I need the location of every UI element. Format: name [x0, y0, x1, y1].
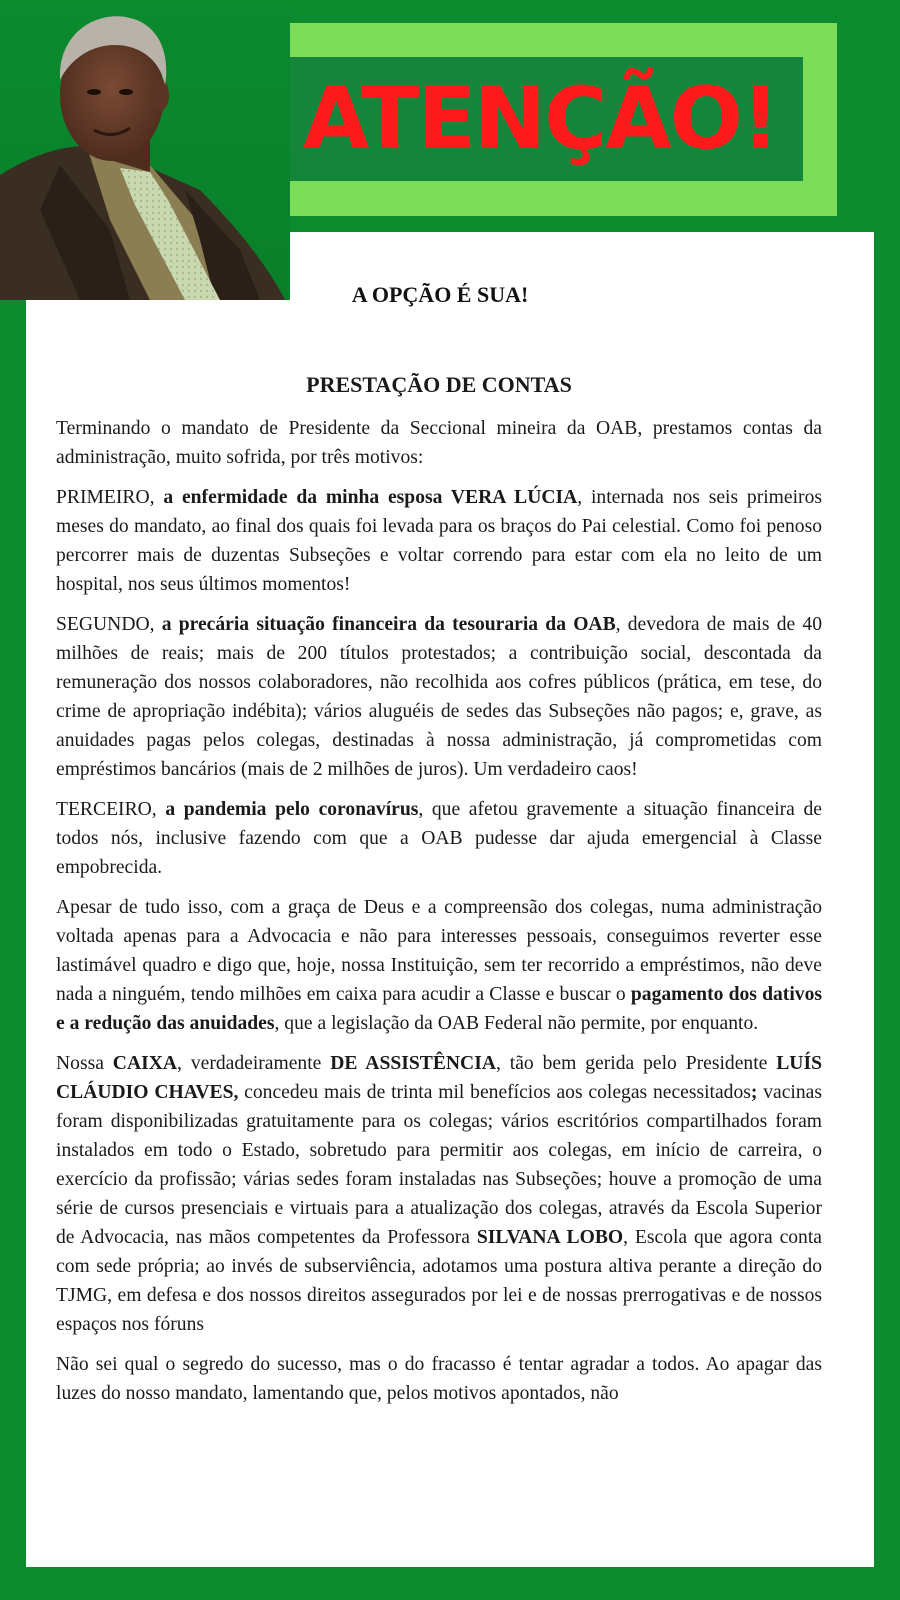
bold-text: DE ASSISTÊNCIA: [330, 1053, 496, 1074]
article-paragraph: [56, 483, 822, 599]
bold-text: a enfermidade da minha esposa VERA LÚCIA: [163, 487, 578, 508]
article-paragraph: [56, 1049, 822, 1339]
portrait-photo-icon: [0, 0, 290, 300]
paragraph-text: vacinas foram disponibilizadas gratuitamente para os colegas; vários escritórios compartilhados foram instalados em todo o Estado, sobretudo para permitir aos colegas, em início de carreira, o exercício da profissão; várias sedes foram instaladas nas Subseções; houve a promoção de uma série de cursos presenciais e virtuais para a atualização dos colegas, através da Escola Superior de Advocacia, nas mãos competentes da Professora: [56, 1082, 822, 1248]
attention-banner: [278, 57, 803, 181]
paragraph-text: Nossa: [56, 1053, 113, 1074]
article-paragraph: [56, 414, 822, 472]
paragraph-text: , devedora de mais de 40 milhões de reais; mais de 200 títulos protestados; a contribuição social, descontada da remuneração dos nossos colaboradores, não recolhida aos cofres públicos (prática, em tese, do crime de apropriação indébita); vários aluguéis de sedes das Subseções não pagos; e, grave, as anuidades pagas pelos colegas, destinadas à nossa administração, já comprometidas com empréstimos bancários (mais de 2 milhões de juros). Um verdadeiro caos!: [56, 614, 822, 780]
bold-text: LUÍS CLÁUDIO CHAVES,: [56, 1053, 822, 1103]
paragraph-text: SEGUNDO,: [56, 614, 162, 635]
bold-text: ;: [750, 1082, 758, 1103]
article-paragraph: [56, 795, 822, 882]
paragraph-text: , Escola que agora conta com sede própria; ao invés de subserviência, adotamos uma postura altiva perante a direção do TJMG, em defesa e dos nossos direitos assegurados por lei e de nossas prerrogativas e de nossos espaços nos fóruns: [56, 1227, 822, 1335]
article-body: [56, 414, 822, 1408]
bold-text: a precária situação financeira da tesouraria da OAB: [161, 614, 616, 635]
article: [56, 372, 822, 1419]
article-paragraph: [56, 610, 822, 784]
paragraph-text: concedeu mais de trinta mil benefícios aos colegas necessitados: [238, 1082, 751, 1103]
paragraph-text: Terminando o mandato de Presidente da Seccional mineira da OAB, prestamos contas da administração, muito sofrida, por três motivos:: [56, 418, 822, 468]
paragraph-text: TERCEIRO,: [56, 799, 166, 820]
paragraph-text: , verdadeiramente: [177, 1053, 331, 1074]
bold-text: a pandemia pelo coronavírus: [165, 799, 419, 820]
attention-title: ATENÇÃO!: [302, 69, 779, 169]
paragraph-text: , que a legislação da OAB Federal não permite, por enquanto.: [274, 1013, 759, 1034]
paragraph-text: , que afetou gravemente a situação financeira de todos nós, inclusive fazendo com que a OAB pudesse dar ajuda emergencial à Classe empobrecida.: [56, 799, 822, 878]
paragraph-text: , tão bem gerida pelo Presidente: [495, 1053, 777, 1074]
paragraph-text: Não sei qual o segredo do sucesso, mas o do fracasso é tentar agradar a todos. Ao apagar das luzes do nosso mandato, lamentando que, pelos motivos apontados, não: [56, 1354, 822, 1404]
article-paragraph: [56, 893, 822, 1038]
bold-text: SILVANA LOBO: [476, 1227, 624, 1248]
paragraph-text: Apesar de tudo isso, com a graça de Deus e a compreensão dos colegas, numa administração voltada apenas para a Advocacia e não para interesses pessoais, conseguimos reverter esse lastimável quadro e digo que, hoje, nossa Instituição, sem ter recorrido a empréstimos, não deve nada a ninguém, tendo milhões em caixa para acudir a Classe e buscar o: [56, 897, 822, 1005]
paragraph-text: , internada nos seis primeiros meses do mandato, ao final dos quais foi levada para os braços do Pai celestial. Como foi penoso percorrer mais de duzentas Subseções e voltar correndo para estar com ela no leito de um hospital, nos seus últimos momentos!: [56, 487, 823, 595]
article-heading: PRESTAÇÃO DE CONTAS: [306, 372, 572, 397]
paragraph-text: PRIMEIRO,: [56, 487, 164, 508]
option-subtitle: A OPÇÃO É SUA!: [351, 282, 529, 307]
bold-text: pagamento dos dativos e a redução das anuidades: [56, 984, 822, 1034]
bold-text: CAIXA: [112, 1053, 178, 1074]
article-paragraph: [56, 1350, 822, 1408]
